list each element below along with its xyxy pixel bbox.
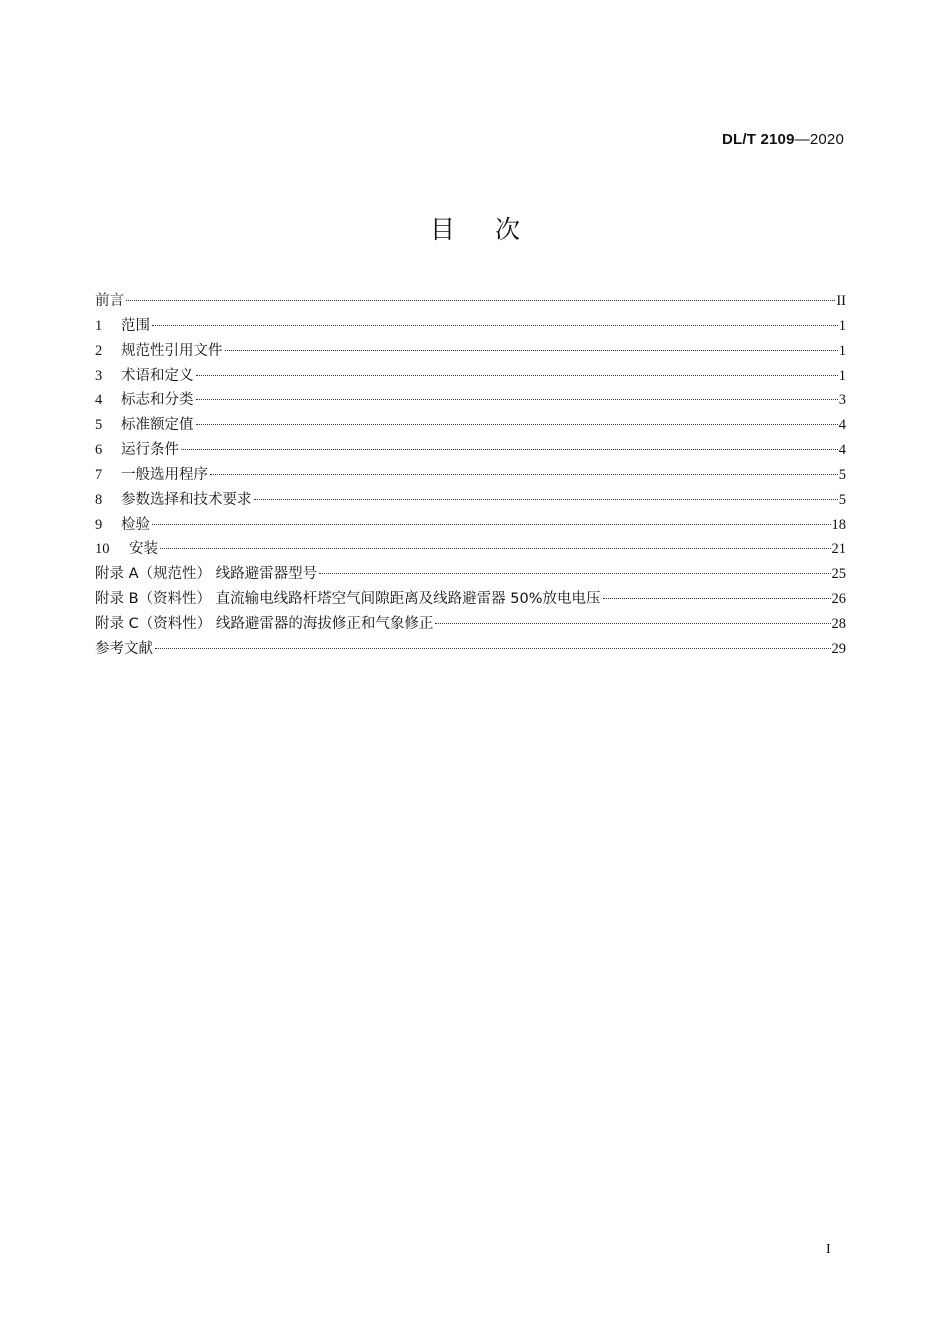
toc-entry-page: 28	[831, 615, 846, 632]
page-title: 目次	[429, 215, 560, 244]
toc-leader-dots	[196, 399, 838, 400]
toc-entry-number: 4	[95, 392, 103, 409]
toc-entry-title: 附录 A（规范性） 线路避雷器型号	[95, 566, 318, 583]
toc-entry-title: 运行条件	[121, 442, 179, 459]
toc-entry-title: 附录 B（资料性） 直流输电线路杆塔空气间隙距离及线路避雷器 50%放电电压	[95, 591, 601, 608]
toc-entry-number: 9	[95, 516, 103, 533]
toc-entry-title: 前言	[95, 293, 124, 309]
toc-entry-10[interactable]	[95, 537, 846, 562]
toc-leader-dots	[210, 474, 838, 475]
toc-entry-title: 参考文献	[95, 640, 153, 657]
toc-entry-6[interactable]	[95, 438, 846, 463]
toc-entry-number: 1	[95, 317, 103, 334]
toc-entry-page: 29	[831, 640, 846, 657]
toc-leader-dots	[435, 623, 830, 624]
toc-entry-page: 4	[838, 417, 846, 434]
toc-entry-title: 范围	[121, 317, 150, 334]
toc-entry-number: 5	[95, 417, 103, 434]
toc-entry-number: 7	[95, 466, 103, 483]
toc-entry-title: 附录 C（资料性） 线路避雷器的海拔修正和气象修正	[95, 615, 434, 632]
standard-code-number: DL/T 2109	[721, 131, 795, 148]
toc-entry-foreword[interactable]	[95, 289, 846, 314]
toc-entry-5[interactable]	[95, 413, 846, 438]
toc-entry-2[interactable]	[95, 339, 846, 364]
toc-entry-page: 5	[838, 466, 846, 483]
toc-entry-page: 1	[838, 317, 846, 334]
toc-entry-7[interactable]	[95, 463, 846, 488]
toc-leader-dots	[160, 548, 831, 549]
toc-entry-4[interactable]	[95, 388, 846, 413]
toc-leader-dots	[126, 300, 835, 301]
toc-leader-dots	[181, 449, 838, 450]
standard-code-year: —2020	[794, 131, 844, 148]
toc-entry-page: 21	[831, 541, 846, 558]
toc-entry-page: 18	[831, 516, 846, 533]
toc-leader-dots	[254, 499, 838, 500]
toc-entry-page: 1	[838, 367, 846, 384]
toc-entry-page: 26	[831, 591, 846, 608]
toc-entry-number: 2	[95, 342, 103, 359]
toc-leader-dots	[152, 524, 831, 525]
toc-entry-number: 8	[95, 491, 103, 508]
toc-entry-page: 3	[838, 392, 846, 409]
toc-entry-8[interactable]	[95, 488, 846, 513]
toc-entry-title: 一般选用程序	[121, 466, 208, 483]
page-number: I	[826, 1242, 831, 1257]
toc-entry-number: 10	[95, 541, 110, 558]
standard-code	[722, 131, 844, 148]
toc-leader-dots	[196, 375, 838, 376]
toc-entry-page: II	[836, 293, 846, 309]
toc-entry-number: 6	[95, 442, 103, 459]
table-of-contents	[95, 289, 846, 662]
toc-entry-title: 规范性引用文件	[121, 342, 223, 359]
toc-leader-dots	[225, 350, 838, 351]
toc-entry-page: 5	[838, 491, 846, 508]
toc-leader-dots	[603, 598, 831, 599]
toc-leader-dots	[155, 648, 831, 649]
toc-entry-page: 25	[831, 566, 846, 583]
toc-entry-1[interactable]	[95, 314, 846, 339]
toc-leader-dots	[319, 573, 830, 574]
toc-entry-page: 4	[838, 442, 846, 459]
toc-entry-appendix-b[interactable]	[95, 587, 846, 612]
toc-entry-title: 参数选择和技术要求	[121, 491, 252, 508]
toc-entry-page: 1	[838, 342, 846, 359]
toc-entry-title: 检验	[121, 516, 150, 533]
toc-leader-dots	[196, 424, 838, 425]
toc-leader-dots	[152, 325, 838, 326]
toc-entry-appendix-a[interactable]	[95, 562, 846, 587]
toc-entry-title: 安装	[129, 541, 158, 558]
toc-entry-appendix-c[interactable]	[95, 612, 846, 637]
toc-entry-3[interactable]	[95, 364, 846, 389]
toc-entry-title: 术语和定义	[121, 367, 194, 384]
toc-entry-9[interactable]	[95, 513, 846, 538]
toc-entry-title: 标志和分类	[121, 392, 194, 409]
toc-entry-references[interactable]	[95, 637, 846, 662]
toc-entry-number: 3	[95, 367, 103, 384]
toc-entry-title: 标准额定值	[121, 417, 194, 434]
